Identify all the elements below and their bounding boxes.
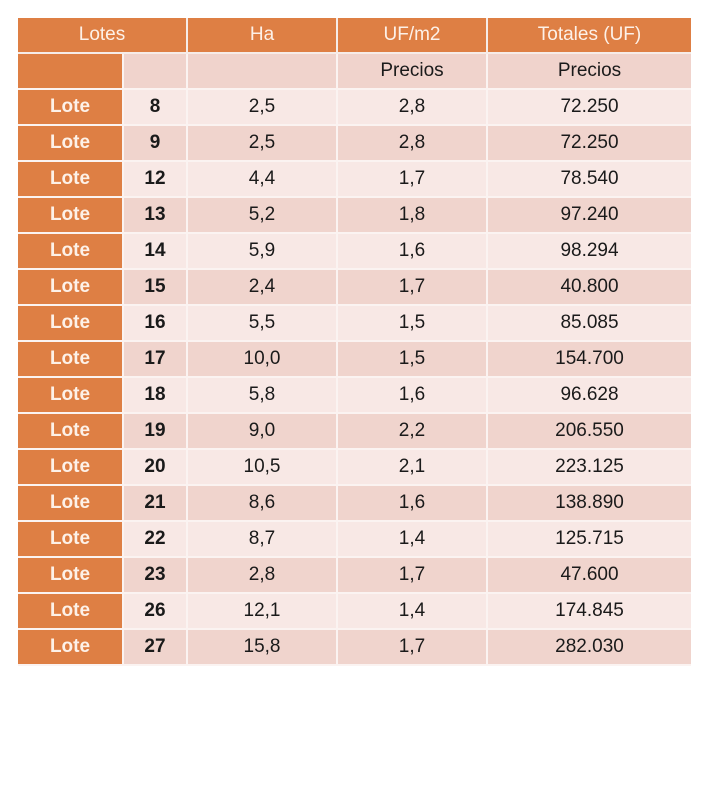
row-uf-m2: 2,8: [338, 90, 488, 126]
lotes-price-table: [18, 18, 691, 666]
row-total: 85.085: [488, 306, 691, 342]
row-uf-m2: 1,7: [338, 270, 488, 306]
row-uf-m2: 2,1: [338, 450, 488, 486]
row-total: 98.294: [488, 234, 691, 270]
row-ha: 2,8: [188, 558, 338, 594]
row-ha: 12,1: [188, 594, 338, 630]
row-ha: 15,8: [188, 630, 338, 666]
row-uf-m2: 1,5: [338, 306, 488, 342]
row-total: 125.715: [488, 522, 691, 558]
row-lot-number: 22: [124, 522, 188, 558]
row-lot-number: 8: [124, 90, 188, 126]
row-label: Lote: [18, 162, 124, 198]
table-row: [18, 450, 691, 486]
row-label: Lote: [18, 306, 124, 342]
subheader-row: [18, 54, 691, 90]
row-total: 72.250: [488, 126, 691, 162]
row-label: Lote: [18, 594, 124, 630]
subheader-empty-ha: [188, 54, 338, 90]
row-uf-m2: 1,7: [338, 558, 488, 594]
row-lot-number: 12: [124, 162, 188, 198]
table-row: [18, 486, 691, 522]
row-uf-m2: 2,2: [338, 414, 488, 450]
table-row: [18, 630, 691, 666]
row-total: 138.890: [488, 486, 691, 522]
row-uf-m2: 1,6: [338, 378, 488, 414]
table-row: [18, 306, 691, 342]
row-ha: 2,4: [188, 270, 338, 306]
row-label: Lote: [18, 558, 124, 594]
row-label: Lote: [18, 450, 124, 486]
row-lot-number: 15: [124, 270, 188, 306]
row-lot-number: 21: [124, 486, 188, 522]
row-lot-number: 18: [124, 378, 188, 414]
row-total: 174.845: [488, 594, 691, 630]
row-total: 72.250: [488, 90, 691, 126]
row-uf-m2: 1,8: [338, 198, 488, 234]
row-uf-m2: 1,6: [338, 486, 488, 522]
row-uf-m2: 1,7: [338, 162, 488, 198]
row-lot-number: 17: [124, 342, 188, 378]
row-ha: 9,0: [188, 414, 338, 450]
row-ha: 5,9: [188, 234, 338, 270]
subheader-empty-num: [124, 54, 188, 90]
row-total: 47.600: [488, 558, 691, 594]
table-row: [18, 234, 691, 270]
row-uf-m2: 1,4: [338, 594, 488, 630]
row-uf-m2: 2,8: [338, 126, 488, 162]
row-label: Lote: [18, 486, 124, 522]
subheader-totales: Precios: [488, 54, 691, 90]
row-ha: 5,2: [188, 198, 338, 234]
row-lot-number: 27: [124, 630, 188, 666]
row-ha: 10,5: [188, 450, 338, 486]
row-lot-number: 9: [124, 126, 188, 162]
table-row: [18, 198, 691, 234]
row-label: Lote: [18, 522, 124, 558]
row-label: Lote: [18, 270, 124, 306]
row-ha: 10,0: [188, 342, 338, 378]
table-row: [18, 270, 691, 306]
row-label: Lote: [18, 378, 124, 414]
table-row: [18, 594, 691, 630]
table-row: [18, 414, 691, 450]
row-uf-m2: 1,4: [338, 522, 488, 558]
row-label: Lote: [18, 342, 124, 378]
header-row: [18, 18, 691, 54]
row-uf-m2: 1,5: [338, 342, 488, 378]
table-row: [18, 378, 691, 414]
table-row: [18, 162, 691, 198]
row-lot-number: 16: [124, 306, 188, 342]
row-ha: 2,5: [188, 126, 338, 162]
row-total: 40.800: [488, 270, 691, 306]
row-ha: 5,5: [188, 306, 338, 342]
row-total: 78.540: [488, 162, 691, 198]
row-lot-number: 14: [124, 234, 188, 270]
row-total: 96.628: [488, 378, 691, 414]
header-ha: Ha: [188, 18, 338, 54]
row-lot-number: 20: [124, 450, 188, 486]
row-ha: 5,8: [188, 378, 338, 414]
row-total: 154.700: [488, 342, 691, 378]
table-row: [18, 558, 691, 594]
row-lot-number: 23: [124, 558, 188, 594]
table-row: [18, 126, 691, 162]
header-lotes: Lotes: [18, 18, 188, 54]
row-label: Lote: [18, 234, 124, 270]
subheader-uf-m2: Precios: [338, 54, 488, 90]
row-total: 282.030: [488, 630, 691, 666]
row-ha: 2,5: [188, 90, 338, 126]
row-uf-m2: 1,6: [338, 234, 488, 270]
row-lot-number: 19: [124, 414, 188, 450]
row-ha: 4,4: [188, 162, 338, 198]
row-label: Lote: [18, 630, 124, 666]
row-uf-m2: 1,7: [338, 630, 488, 666]
header-uf-m2: UF/m2: [338, 18, 488, 54]
row-ha: 8,7: [188, 522, 338, 558]
row-total: 97.240: [488, 198, 691, 234]
table-row: [18, 342, 691, 378]
row-total: 223.125: [488, 450, 691, 486]
row-lot-number: 26: [124, 594, 188, 630]
table-row: [18, 90, 691, 126]
row-ha: 8,6: [188, 486, 338, 522]
subheader-empty-lote: [18, 54, 124, 90]
row-label: Lote: [18, 414, 124, 450]
row-label: Lote: [18, 198, 124, 234]
header-totales: Totales (UF): [488, 18, 691, 54]
row-lot-number: 13: [124, 198, 188, 234]
table-row: [18, 522, 691, 558]
row-total: 206.550: [488, 414, 691, 450]
row-label: Lote: [18, 90, 124, 126]
row-label: Lote: [18, 126, 124, 162]
